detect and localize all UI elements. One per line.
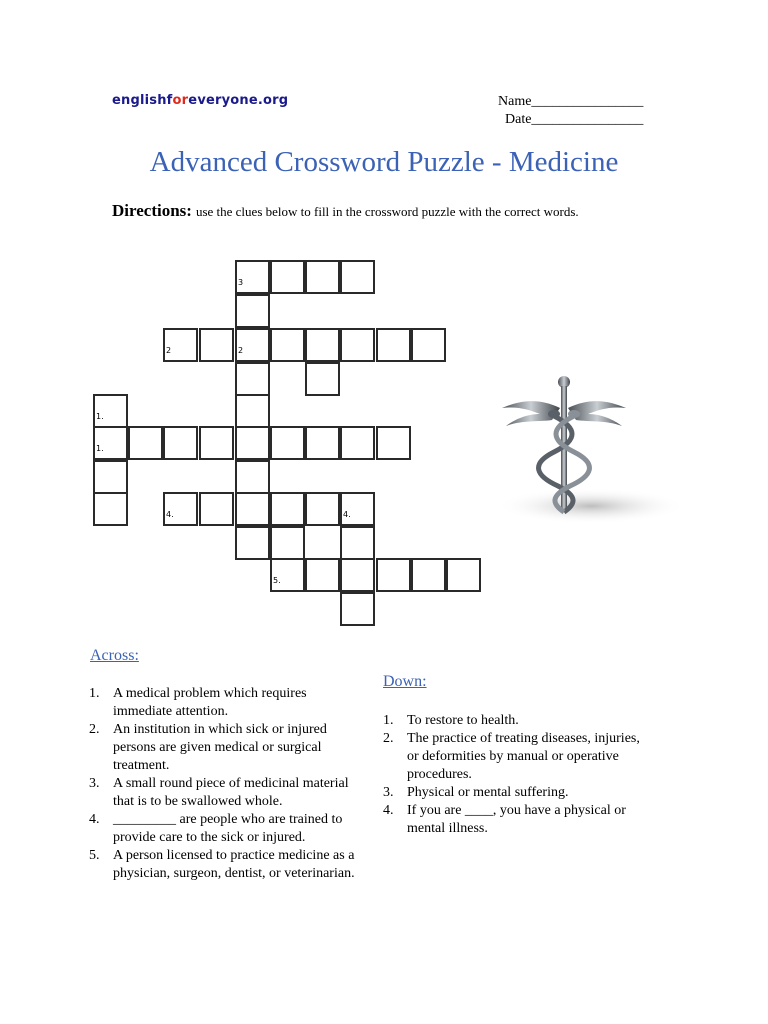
crossword-cell[interactable]: [163, 426, 198, 460]
crossword-cell[interactable]: [163, 328, 198, 362]
across-clue: [89, 775, 369, 811]
crossword-cell[interactable]: [270, 426, 305, 460]
crossword-cell[interactable]: [163, 492, 198, 526]
crossword-cell[interactable]: [446, 558, 481, 592]
crossword-cell[interactable]: [199, 426, 234, 460]
crossword-cell[interactable]: [305, 492, 340, 526]
crossword-cell[interactable]: [235, 426, 270, 460]
clue-number: 3.: [383, 785, 394, 800]
cell-number: 5.: [273, 576, 281, 585]
crossword-cell[interactable]: [128, 426, 163, 460]
clue-text: A small round piece of medicinal material that is to be swallowed whole.: [113, 776, 349, 809]
clue-number: 3.: [89, 776, 100, 791]
across-clue-list: [89, 685, 369, 883]
clue-text: Physical or mental suffering.: [407, 785, 569, 800]
crossword-cell[interactable]: [199, 492, 234, 526]
crossword-cell[interactable]: [199, 328, 234, 362]
crossword-cell[interactable]: [270, 526, 305, 560]
clue-text: A medical problem which requires immediate attention.: [113, 686, 307, 719]
down-clue-list: [383, 712, 653, 838]
clue-number: 4.: [383, 803, 394, 818]
down-clue: [383, 712, 653, 730]
crossword-cell[interactable]: [93, 492, 128, 526]
crossword-cell[interactable]: [305, 362, 340, 396]
crossword-cell[interactable]: [235, 526, 270, 560]
crossword-cell[interactable]: [93, 426, 128, 460]
crossword-cell[interactable]: [235, 460, 270, 494]
crossword-cell[interactable]: [340, 426, 375, 460]
down-clue: [383, 802, 653, 838]
crossword-cell[interactable]: [235, 260, 270, 294]
down-heading: Down:: [383, 673, 427, 690]
clue-number: 4.: [89, 812, 100, 827]
directions-text: use the clues below to fill in the crossword puzzle with the correct words.: [195, 204, 579, 219]
crossword-cell[interactable]: [411, 328, 446, 362]
logo-part-2: or: [172, 93, 189, 108]
across-clue: [89, 811, 369, 847]
crossword-cell[interactable]: [340, 558, 375, 592]
down-clue: [383, 784, 653, 802]
clue-number: 2.: [89, 722, 100, 737]
crossword-cell[interactable]: [235, 492, 270, 526]
name-line: Name________________: [498, 94, 644, 109]
logo-part-3: everyone.org: [188, 93, 289, 108]
cell-number: 2: [238, 346, 244, 355]
crossword-cell[interactable]: [270, 558, 305, 592]
crossword-cell[interactable]: [340, 492, 375, 526]
crossword-cell[interactable]: [305, 328, 340, 362]
clue-number: 2.: [383, 731, 394, 746]
across-heading: Across:: [90, 647, 139, 664]
cell-number: 4.: [343, 510, 351, 519]
crossword-cell[interactable]: [235, 294, 270, 328]
clue-text: An institution in which sick or injured persons are given medical or surgical treatment.: [113, 722, 327, 773]
crossword-cell[interactable]: [270, 260, 305, 294]
cell-number: 1.: [96, 412, 104, 421]
crossword-cell[interactable]: [340, 260, 375, 294]
across-clue: [89, 721, 369, 775]
crossword-cell[interactable]: [411, 558, 446, 592]
crossword-cell[interactable]: [340, 592, 375, 626]
page-title: Advanced Crossword Puzzle - Medicine: [149, 146, 619, 178]
crossword-cell[interactable]: [340, 328, 375, 362]
crossword-cell[interactable]: [235, 362, 270, 396]
clue-number: 1.: [383, 713, 394, 728]
directions: [112, 201, 579, 221]
clue-text: To restore to health.: [407, 713, 519, 728]
clue-text: _________ are people who are trained to provide care to the sick or injured.: [113, 812, 343, 845]
clue-text: The practice of treating diseases, injuries, or deformities by manual or operative procedures.: [407, 731, 640, 782]
caduceus-icon: [496, 368, 686, 528]
crossword-cell[interactable]: [93, 394, 128, 428]
crossword-cell[interactable]: [235, 394, 270, 428]
crossword-cell[interactable]: [376, 558, 411, 592]
cell-number: 2: [166, 346, 172, 355]
crossword-cell[interactable]: [93, 460, 128, 494]
crossword-cell[interactable]: [305, 426, 340, 460]
date-line: Date________________: [505, 112, 644, 127]
clue-number: 1.: [89, 686, 100, 701]
directions-label: Directions:: [112, 201, 192, 220]
site-logo: [112, 93, 288, 108]
across-clue: [89, 685, 369, 721]
down-clue: [383, 730, 653, 784]
cell-number: 4.: [166, 510, 174, 519]
cell-number: 1.: [96, 444, 104, 453]
crossword-cell[interactable]: [270, 492, 305, 526]
crossword-cell[interactable]: [235, 328, 270, 362]
cell-number: 3: [238, 278, 244, 287]
clue-text: If you are ____, you have a physical or mental illness.: [407, 803, 626, 836]
crossword-cell[interactable]: [376, 328, 411, 362]
clue-number: 5.: [89, 848, 100, 863]
crossword-cell[interactable]: [340, 526, 375, 560]
name-date-block: [498, 93, 643, 129]
logo-part-1: englishf: [112, 93, 173, 108]
across-clue: [89, 847, 369, 883]
crossword-cell[interactable]: [376, 426, 411, 460]
clue-text: A person licensed to practice medicine as a physician, surgeon, dentist, or veterinarian.: [113, 848, 355, 881]
crossword-cell[interactable]: [305, 260, 340, 294]
crossword-cell[interactable]: [270, 328, 305, 362]
crossword-cell[interactable]: [305, 558, 340, 592]
